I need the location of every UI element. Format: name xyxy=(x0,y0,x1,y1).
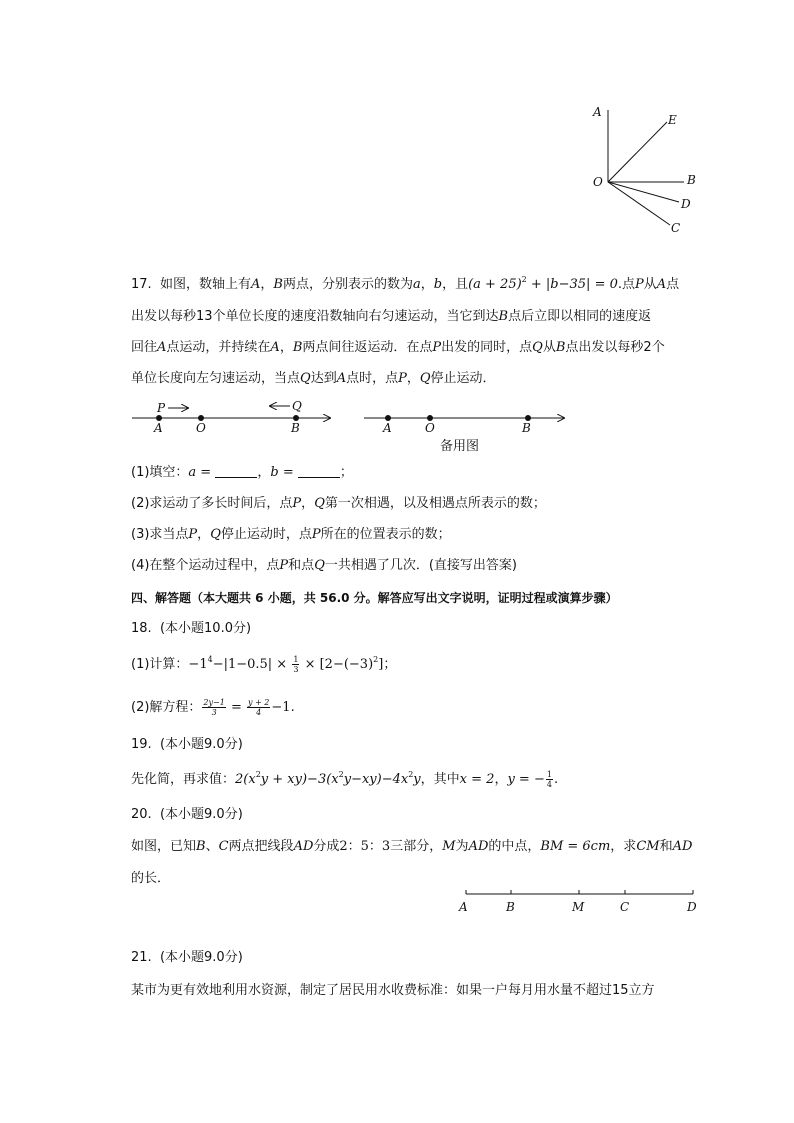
spare-label-b: B xyxy=(522,421,531,435)
ray-od xyxy=(608,182,679,202)
label-e: E xyxy=(668,113,677,127)
q20-header: 20. (本小题9.0分) xyxy=(131,807,243,822)
fraction-one-third: $\frac{1}{3}$ xyxy=(293,655,299,674)
nl-label-p: P xyxy=(157,401,166,415)
answer-blank-b xyxy=(298,466,340,478)
spare-label-a: A xyxy=(383,421,392,435)
label-o: O xyxy=(593,175,603,189)
answer-blank-a xyxy=(215,466,257,478)
q20-body-line1: 如图，已知B、C两点把线段AD分成2：5：3三部分，M为AD的中点，BM = 6cm，求CM和AD xyxy=(131,839,693,854)
q18-header: 18. (本小题10.0分) xyxy=(131,621,252,636)
q18-part2: (2)解方程： $\frac{2y-1}{3}$ = $\frac{y + 2}{4}$ −1. xyxy=(131,698,295,717)
seg-label-a: A xyxy=(459,900,468,914)
seg-label-m: M xyxy=(572,900,585,914)
nl-label-b: B xyxy=(291,421,300,435)
q18-part1: (1)计算：$-1^4-|1-0.5|$ × $\frac{1}{3}$ × $[2-(-3)^2]$； xyxy=(131,655,397,674)
label-d: D xyxy=(681,197,691,211)
nl-label-a: A xyxy=(154,421,163,435)
label-b: B xyxy=(687,173,696,187)
section-heading: 四、解答题（本大题共 6 小题，共 56.0 分。解答应写出文字说明，证明过程或演算步骤） xyxy=(131,591,618,605)
spare-caption: 备用图 xyxy=(440,439,480,454)
angle-figure xyxy=(580,100,700,240)
seg-label-c: C xyxy=(620,900,630,914)
q17-sub3: (3)求当点P，Q停止运动时，点P所在的位置表示的数； xyxy=(131,527,451,542)
segment-figure xyxy=(455,886,705,918)
fraction-right: $\frac{y + 2}{4}$ xyxy=(248,698,270,717)
number-line-figure xyxy=(128,396,578,456)
q17-sub1: (1)填空：a = ，b = ； xyxy=(131,465,353,480)
ray-oc xyxy=(608,182,670,225)
ray-oe xyxy=(608,122,667,182)
q21-body: 某市为更有效地利用水资源，制定了居民用水收费标准：如果一户每月用水量不超过15立方 xyxy=(131,983,655,998)
q17-line2: 出发以每秒13个单位长度的速度沿数轴向右匀速运动，当它到达B点后立即以相同的速度返 xyxy=(131,309,652,324)
q17-line1: 17. 如图，数轴上有A，B两点，分别表示的数为a，b，且$(a + 25)^2 + |b-35| = 0$.点P从A点 xyxy=(131,275,680,292)
q19-body: 先化简，再求值：$2(x^2y + xy)-3(x^2y-xy)-4x^2y$，其中x = 2，y = − $\frac{1}{4}$ . xyxy=(131,770,559,789)
q17-sub2: (2)求运动了多长时间后，点P，Q第一次相遇，以及相遇点所表示的数； xyxy=(131,496,546,511)
seg-label-d: D xyxy=(687,900,697,914)
spare-label-o: O xyxy=(425,421,435,435)
q21-header: 21. (本小题9.0分) xyxy=(131,950,243,965)
fraction-left: $\frac{2y-1}{3}$ xyxy=(203,698,225,717)
label-c: C xyxy=(671,221,681,235)
q19-header: 19. (本小题9.0分) xyxy=(131,737,243,752)
q17-line3: 回往A点运动，并持续在A，B两点间往返运动．在点P出发的同时，点Q从B点出发以每秒2个 xyxy=(131,340,665,355)
seg-label-b: B xyxy=(506,900,515,914)
label-a: A xyxy=(593,105,602,119)
fraction-one-quarter: $\frac{1}{4}$ xyxy=(546,770,552,789)
q20-body-line2: 的长． xyxy=(131,871,171,886)
nl-label-q: Q xyxy=(292,399,302,413)
q17-sub4: (4)在整个运动过程中，点P和点Q一共相遇了几次．(直接写出答案) xyxy=(131,558,518,573)
q17-line4: 单位长度向左匀速运动，当点Q达到A点时，点P，Q停止运动． xyxy=(131,371,496,386)
nl-label-o: O xyxy=(196,421,206,435)
